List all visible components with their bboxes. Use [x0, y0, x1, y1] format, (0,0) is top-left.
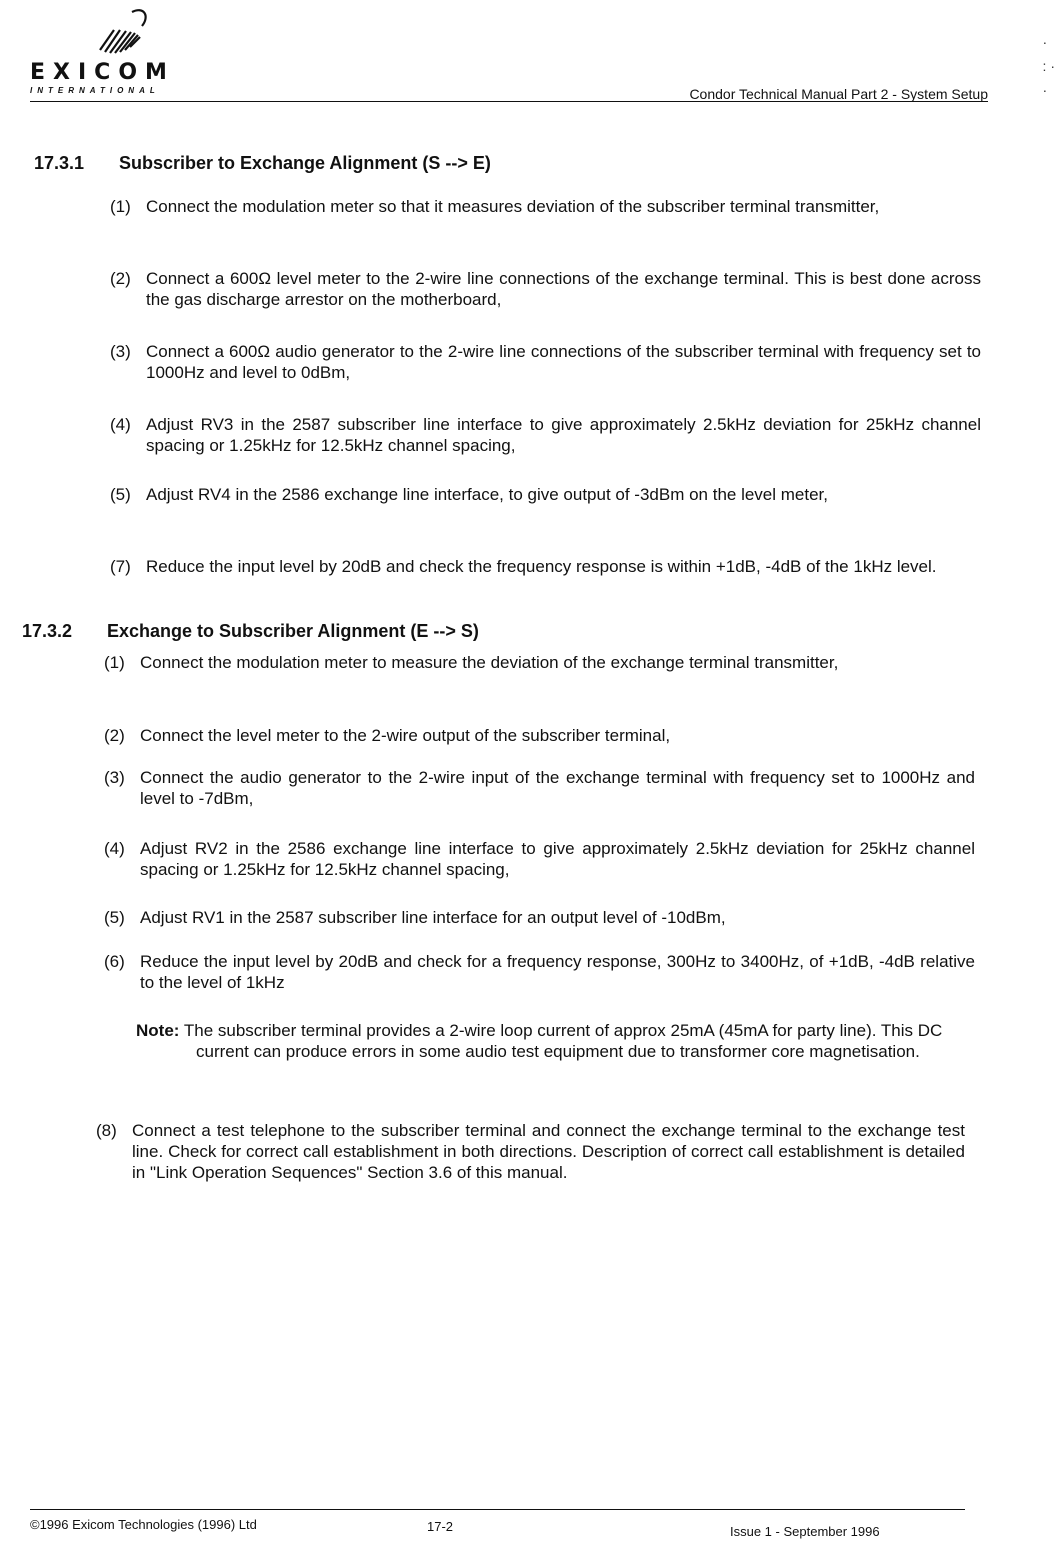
section-number: 17.3.2 — [22, 621, 73, 641]
item-number: (1) — [104, 653, 125, 672]
item-text: Adjust RV2 in the 2586 exchange line interface to give approximately 2.5kHz deviation for 25kHz channel spacing or 1.25kHz for 12.5kHz channel spacing, — [140, 839, 975, 879]
list-item — [96, 1120, 965, 1183]
header-divider — [30, 101, 988, 102]
list-item — [110, 484, 981, 505]
section-title: Subscriber to Exchange Alignment (S --> E) — [119, 153, 491, 173]
item-number: (2) — [104, 726, 125, 745]
list-item — [110, 196, 981, 217]
list-item — [104, 767, 975, 809]
item-number: (5) — [110, 485, 131, 504]
item-number: (3) — [104, 768, 125, 787]
item-text: Connect the level meter to the 2-wire output of the subscriber terminal, — [140, 726, 671, 745]
list-item — [104, 951, 975, 993]
note-text: The subscriber terminal provides a 2-wire loop current of approx 25mA (45mA for party line). This DC current can produce errors in some audio test equipment due to transformer core magnetisation. — [183, 1021, 943, 1061]
item-number: (2) — [110, 269, 131, 288]
margin-marks: · : · · — [1042, 34, 1055, 98]
page-number: 17-2 — [427, 1519, 454, 1534]
item-text: Connect a 600Ω audio generator to the 2-wire line connections of the subscriber terminal with frequency set to 1000Hz and level to 0dBm, — [146, 342, 981, 382]
section-title: Exchange to Subscriber Alignment (E --> S) — [107, 621, 479, 641]
header-title: Condor Technical Manual Part 2 - System Setup — [689, 86, 988, 102]
item-text: Connect a 600Ω level meter to the 2-wire line connections of the exchange terminal. This is best done across the gas discharge arrestor on the motherboard, — [146, 269, 981, 309]
item-number: (1) — [110, 197, 131, 216]
exicom-logo-icon — [92, 2, 152, 58]
item-text: Connect the audio generator to the 2-wire input of the exchange terminal with frequency set to 1000Hz and level to -7dBm, — [140, 768, 975, 808]
item-text: Connect the modulation meter to measure the deviation of the exchange terminal transmitter, — [140, 653, 839, 672]
section-heading — [34, 153, 491, 174]
note-label: Note: — [136, 1021, 180, 1040]
item-number: (3) — [110, 342, 131, 361]
item-text: Adjust RV4 in the 2586 exchange line interface, to give output of -3dBm on the level meter, — [146, 485, 829, 504]
footer-divider — [30, 1509, 965, 1510]
item-number: (4) — [110, 415, 131, 434]
item-number: (8) — [96, 1121, 117, 1140]
item-text: Reduce the input level by 20dB and check the frequency response is within +1dB, -4dB of the 1kHz level. — [146, 557, 937, 576]
footer-issue: Issue 1 - September 1996 — [730, 1524, 880, 1539]
logo-subtext: INTERNATIONAL — [30, 86, 160, 95]
item-number: (5) — [104, 908, 125, 927]
item-text: Connect a test telephone to the subscriber terminal and connect the exchange terminal to the exchange test line. Check for correct call establishment in both directions. Description of correct call establishment is detailed in "Link Operation Sequences" Section 3.6 of this manual. — [132, 1121, 965, 1182]
item-number: (6) — [104, 952, 125, 971]
item-text: Adjust RV3 in the 2587 subscriber line interface to give approximately 2.5kHz deviation for 25kHz channel spacing or 1.25kHz for 12.5kHz channel spacing, — [146, 415, 981, 455]
footer-copyright: ©1996 Exicom Technologies (1996) Ltd — [30, 1517, 257, 1532]
item-text: Connect the modulation meter so that it measures deviation of the subscriber terminal transmitter, — [146, 197, 880, 216]
list-item — [104, 652, 975, 673]
item-number: (4) — [104, 839, 125, 858]
logo-wordmark: EXICOM — [30, 60, 175, 85]
list-item — [104, 725, 975, 746]
item-text: Adjust RV1 in the 2587 subscriber line interface for an output level of -10dBm, — [140, 908, 726, 927]
item-text: Reduce the input level by 20dB and check for a frequency response, 300Hz to 3400Hz, of +1dB, -4dB relative to the level of 1kHz — [140, 952, 975, 992]
section-heading — [22, 621, 479, 642]
list-item — [110, 341, 981, 383]
list-item — [110, 556, 981, 577]
list-item — [104, 838, 975, 880]
list-item — [110, 414, 981, 456]
item-number: (7) — [110, 557, 131, 576]
section-number: 17.3.1 — [34, 153, 85, 173]
note — [136, 1020, 966, 1062]
list-item — [104, 907, 975, 928]
list-item — [110, 268, 981, 310]
